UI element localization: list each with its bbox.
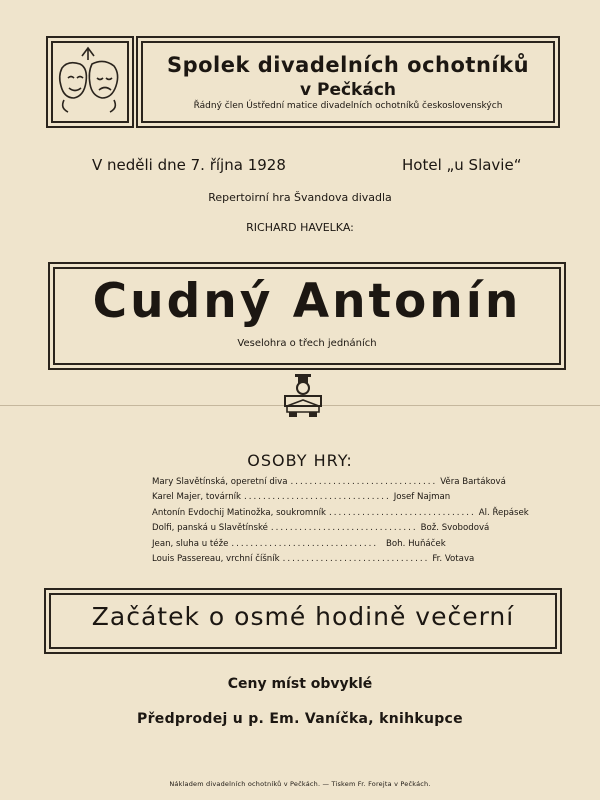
cast-row <box>152 521 490 537</box>
presale-info: Předprodej u p. Em. Vaníčka, knihkupce <box>137 711 463 727</box>
leader-dots: ............................... <box>329 507 476 518</box>
leader-dots: ............................... <box>244 492 391 503</box>
cast-row <box>152 536 462 552</box>
cast-role: Louis Passereau, vrchní číšník <box>152 554 280 565</box>
club-name: Spolek divadelních ochotníků <box>166 53 530 77</box>
cast-row <box>152 505 529 521</box>
cast-list <box>152 474 529 567</box>
printer-footer: Nákladem divadelních ochotníků v Pečkách. — Tiskem Fr. Forejta v Pečkách. <box>169 780 431 788</box>
leader-dots: ............................... <box>290 476 438 487</box>
cast-actor: Věra Bartáková <box>440 476 506 487</box>
cast-role: Jean, sluha u téže <box>152 538 229 549</box>
cast-row <box>152 490 462 506</box>
play-subtitle: Veselohra o třech jednáních <box>237 338 377 349</box>
play-author: RICHARD HAVELKA: <box>246 221 354 234</box>
cast-actor: Bož. Svobodová <box>420 523 490 534</box>
event-venue: Hotel „u Slavie“ <box>402 156 522 174</box>
cast-role: Karel Majer, továrník <box>152 492 242 503</box>
cast-role: Mary Slavětínská, operetní diva <box>152 476 288 487</box>
title-box <box>48 262 566 370</box>
cast-row <box>152 474 506 490</box>
cast-role: Dolfi, panská u Slavětínské <box>152 523 268 534</box>
cast-actor: Boh. Huňáček <box>386 538 446 549</box>
reader-figure-icon <box>281 372 325 418</box>
cast-actor: Fr. Votava <box>432 554 475 565</box>
start-time-box <box>44 588 562 654</box>
header-box <box>136 36 560 128</box>
start-time: Začátek o osmé hodině večerní <box>91 602 515 631</box>
cast-role: Antonín Evdochij Matinožka, soukromník <box>152 507 327 518</box>
theatre-masks-logo <box>46 36 134 128</box>
club-membership-note: Řádný člen Ústřední matice divadelních ochotníků československých <box>193 101 503 111</box>
cast-row <box>152 552 475 568</box>
cast-actor: Josef Najman <box>393 492 451 503</box>
theatre-masks-icon <box>48 38 132 126</box>
play-title: Cudný Antonín <box>92 274 522 329</box>
repertoire-note: Repertoirní hra Švandova divadla <box>208 191 392 204</box>
leader-dots: ............................... <box>270 523 418 534</box>
leader-dots: ............................... <box>231 538 379 549</box>
cast-actor: Al. Řepásek <box>478 507 529 518</box>
cast-heading: OSOBY HRY: <box>247 451 353 470</box>
leader-dots: ............................... <box>282 554 430 565</box>
ticket-prices: Ceny míst obvyklé <box>227 676 373 692</box>
club-town: v Pečkách <box>299 80 397 100</box>
event-date: V neděli dne 7. října 1928 <box>92 156 286 174</box>
